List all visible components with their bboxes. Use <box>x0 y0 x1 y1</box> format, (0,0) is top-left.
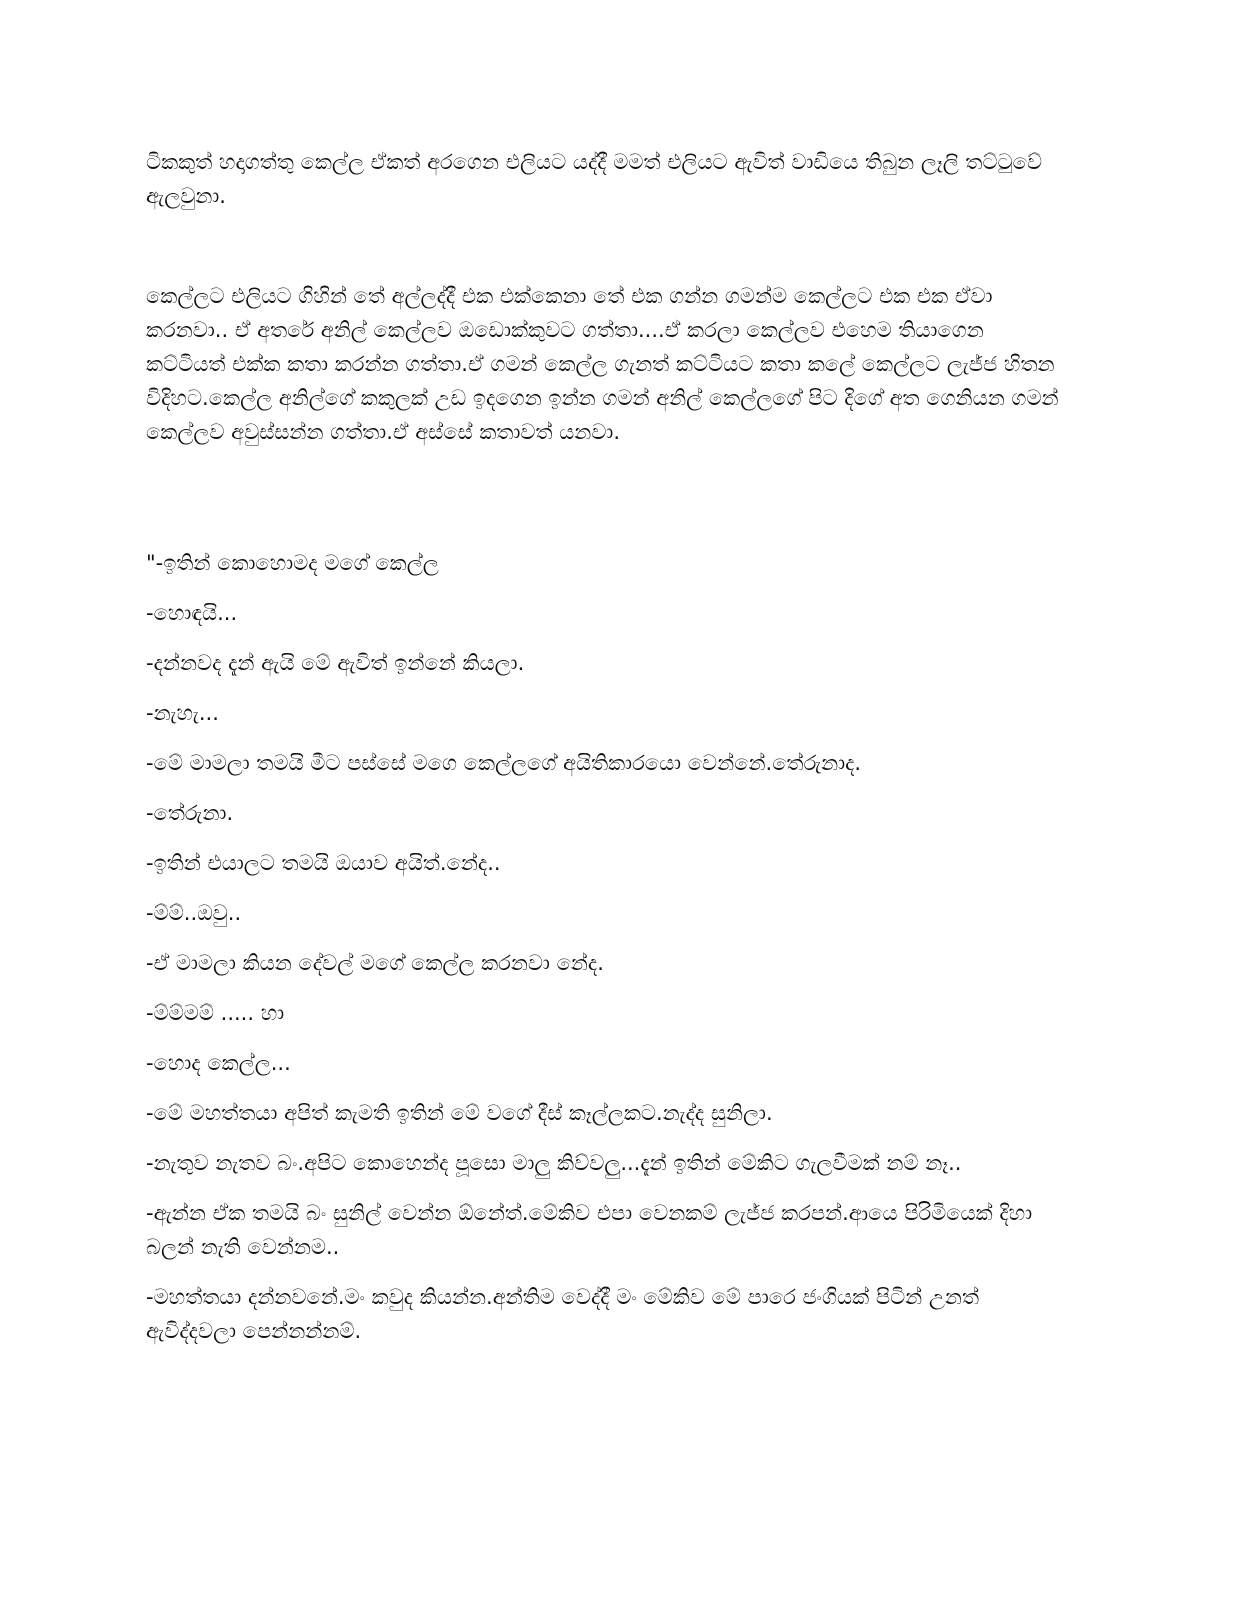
dialogue-line: -තේරුනා. <box>146 801 234 825</box>
paragraph-2: කෙල්ලට එලියට ගිහින් තේ අල්ලද්දී එක එක්කෙනා තේ එක ගන්න ගමන්ම කෙල්ලට එක එක ඒවා කරනවා.. ඒ අතරේ අනිල් කෙල්ලව ඔඩොක්කුවට ගත්තා....ඒ කරලා කෙල්ලව එහෙම තියාගෙන කට්ටියත් එක්ක කතා කරන්න ගත්තා.ඒ ගමන් කෙල්ල ගැනත් කට්ටියට කතා කලේ කෙල්ලට ලැජ්ජ හිතන විදිහට.කෙල්ල අනිල්ගේ කකුලක් උඩ ඉදගෙන ඉන්න ගමන් අනිල් කෙල්ලගේ පිට දිගේ අත ගෙනියන ගමන් කෙල්ලව අවුස්සන්න ගත්තා.ඒ අස්සේ කතාවත් යනවා. <box>146 284 1059 444</box>
dialogue-list <box>146 546 1066 1364</box>
dialogue-line: -ම්ම්..ඔවු.. <box>146 901 242 925</box>
dialogue-line: -ම්ම්මම් ..... හා <box>146 1001 285 1025</box>
dialogue-line: -මේ මාමලා තමයි මීට පස්සේ මගෙ කෙල්ලගේ අයිතිකාරයො වෙන්නේ.තේරුනාද. <box>146 751 862 775</box>
dialogue-line: -දන්නවද දැන් ඇයි මේ ඇවිත් ඉන්නේ කියලා. <box>146 651 525 675</box>
dialogue-line: -මහත්තයා දන්නවනේ.මං කවුද කියන්න.අන්තිම වෙද්දී මං මේකිව මේ පාරෙ ජංගියක් පිටින් උනත් ඇවිද්දවලා පෙන්නන්නම්. <box>146 1285 980 1343</box>
dialogue-line: -නැහැ... <box>146 701 219 725</box>
dialogue-line: "-ඉතින් කොහොමද මගේ කෙල්ල <box>146 551 439 575</box>
dialogue-line: -ඒ මාමලා කියන දේවල් මගේ කෙල්ල කරනවා නේද. <box>146 951 604 975</box>
dialogue-line: -මේ මහත්තයා අපිත් කැමති ඉතින් මේ වගේ දීස් කෑල්ලකට.නැද්ද සුනිලා. <box>146 1101 773 1125</box>
dialogue-line: -හොඳයි... <box>146 601 238 625</box>
dialogue-line: -ඉතින් එයාලට තමයි ඔයාව අයිත්.නේද.. <box>146 851 501 875</box>
dialogue-line: -හොද කෙල්ල... <box>146 1051 291 1075</box>
paragraph-1: ටිකකුත් හදාගත්තු කෙල්ල ඒකත් අරගෙන එලියට යද්දී මමත් එලියට ඇවිත් වාඩියෙ තිබුන ලෑලි තට්ටුවේ ඇලවුනා. <box>146 150 1043 208</box>
dialogue-line: -ඇන්න ඒක තමයි බං සුනිල් වෙන්න ඕනේත්.මේකිව එපා වෙනකම් ලැජ්ජ කරපන්.ආයෙ පිරිමියෙක් දිහා බලන් නැති වෙන්නම.. <box>146 1201 1033 1259</box>
dialogue-line: -නැතුව නැතව බං.අපිට කොහෙන්ද පූසො මාලු කිව්වලු...දැන් ඉතින් මේකිට ගැලවීමක් නම් නෑ.. <box>146 1151 962 1175</box>
